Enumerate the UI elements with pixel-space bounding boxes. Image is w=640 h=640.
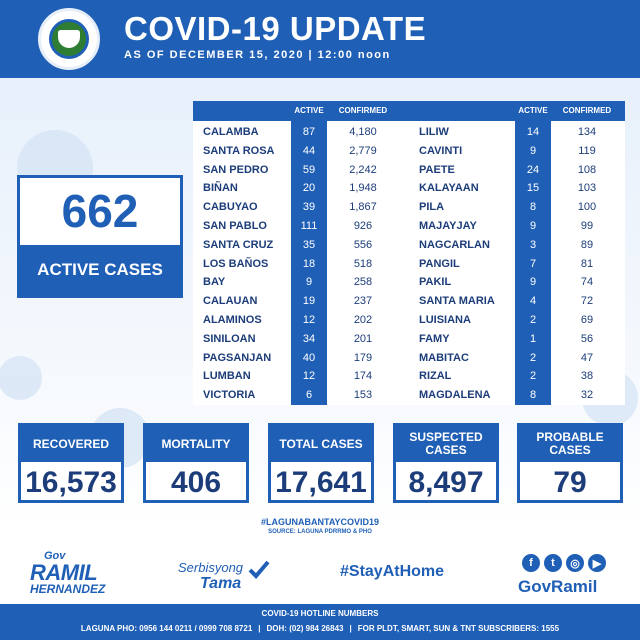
confirmed-count: 258	[353, 276, 373, 289]
municipality-name: KALAYAAN	[419, 182, 479, 195]
active-count: 4	[529, 295, 537, 308]
table-row	[193, 217, 625, 236]
header-active-left: ACTIVE	[294, 106, 324, 115]
municipality-name: SINILOAN	[203, 332, 256, 345]
municipality-name: FAMY	[419, 332, 450, 345]
active-count: 2	[529, 351, 537, 364]
municipality-name: PANGIL	[419, 257, 460, 270]
municipality-name: MAJAYJAY	[419, 220, 477, 232]
hotline-numbers: LAGUNA PHO: 0956 144 0211 / 0999 708 8721 | DOH: (02) 984 26843 | FOR PLDT, SMART, SUN & TNT SUBSCRIBERS: 1555	[80, 624, 560, 633]
confirmed-count: 56	[580, 332, 594, 345]
confirmed-count: 518	[353, 257, 373, 270]
gov-lastname: HERNANDEZ	[30, 582, 106, 596]
confirmed-count: 179	[353, 351, 373, 364]
municipality-name: SANTA ROSA	[203, 144, 275, 157]
confirmed-count: 32	[580, 389, 594, 402]
header-confirmed-right: CONFIRMED	[562, 106, 612, 115]
confirmed-count: 38	[580, 370, 594, 383]
table-row	[193, 311, 625, 330]
stat-label: RECOVERED	[21, 426, 121, 462]
active-cases-card	[17, 175, 183, 298]
stat-card	[268, 423, 374, 503]
hotline-pho: LAGUNA PHO: 0956 144 0211 / 0999 708 8721	[80, 624, 253, 633]
confirmed-count: 202	[353, 314, 373, 326]
gov-name: RAMIL	[30, 560, 98, 585]
stat-value: 8,497	[408, 466, 484, 499]
confirmed-count: 72	[580, 295, 594, 308]
page-subtitle: AS OF DECEMBER 15, 2020 | 12:00 noon	[124, 49, 391, 61]
confirmed-count: 1,867	[349, 201, 377, 214]
gov-small-text: Gov	[44, 550, 66, 562]
stat-label: PROBABLE CASES	[520, 426, 620, 462]
table-row	[193, 386, 625, 405]
youtube-icon[interactable]: ▶	[588, 554, 606, 572]
table-row	[193, 255, 625, 274]
confirmed-count: 174	[353, 370, 373, 383]
municipality-name: PILA	[419, 201, 445, 214]
hotline-bar	[0, 604, 640, 640]
header-banner	[0, 0, 640, 78]
confirmed-count: 119	[578, 144, 596, 157]
municipality-name: PAETE	[419, 163, 455, 176]
serbisyong-text: Serbisyong	[178, 560, 244, 575]
active-count: 111	[300, 220, 318, 232]
municipality-name: MABITAC	[419, 351, 469, 364]
hotline-doh: DOH: (02) 984 26843	[266, 624, 344, 633]
facebook-icon[interactable]: f	[522, 554, 540, 572]
active-count: 12	[302, 314, 316, 326]
active-count: 34	[302, 332, 316, 345]
source-note: SOURCE: LAGUNA PDRRMO & PHO	[268, 529, 372, 535]
stat-value: 79	[553, 466, 587, 499]
stat-card	[143, 423, 249, 503]
confirmed-count: 74	[580, 276, 594, 289]
table-row	[193, 273, 625, 292]
instagram-icon[interactable]: ◎	[566, 554, 584, 572]
table-row	[193, 292, 625, 311]
municipality-name: CALAUAN	[203, 295, 258, 308]
active-count: 87	[302, 126, 316, 138]
seal-emblem	[49, 19, 89, 59]
confirmed-count: 103	[577, 182, 597, 195]
active-count: 9	[529, 144, 537, 157]
active-count: 1	[529, 332, 537, 345]
municipality-name: CAVINTI	[419, 144, 463, 157]
confirmed-count: 81	[580, 257, 594, 270]
table-row	[193, 179, 625, 198]
active-count: 20	[302, 182, 316, 195]
municipality-name: PAKIL	[419, 276, 452, 289]
active-count: 15	[526, 182, 540, 195]
brand-footer	[0, 542, 640, 604]
municipality-name: BIÑAN	[203, 182, 238, 195]
active-count: 14	[526, 126, 540, 138]
confirmed-count: 201	[353, 332, 373, 345]
stay-at-home-hashtag: #StayAtHome	[340, 563, 445, 580]
header-confirmed-left: CONFIRMED	[338, 106, 388, 115]
municipality-name: LUMBAN	[203, 370, 251, 383]
municipality-name: LOS BAÑOS	[203, 257, 269, 270]
municipality-name: PAGSANJAN	[203, 351, 272, 364]
active-cases-number: 662	[61, 185, 139, 237]
checkmark-icon	[248, 558, 270, 580]
municipality-name: NAGCARLAN	[419, 238, 490, 251]
page-title: COVID-19 UPDATE	[124, 10, 427, 47]
confirmed-count: 99	[580, 220, 594, 232]
active-count: 24	[526, 163, 540, 176]
confirmed-count: 1,948	[349, 182, 377, 195]
laguna-seal-logo	[38, 8, 100, 70]
active-count: 9	[305, 276, 313, 289]
active-count: 35	[302, 238, 316, 251]
confirmed-count: 153	[353, 389, 373, 402]
stat-label: MORTALITY	[146, 426, 246, 462]
active-count: 59	[302, 163, 316, 176]
table-row	[193, 349, 625, 368]
hotline-title: COVID-19 HOTLINE NUMBERS	[261, 609, 379, 618]
stat-label: TOTAL CASES	[271, 426, 371, 462]
active-count: 18	[302, 257, 316, 270]
active-count: 9	[529, 220, 537, 232]
table-row	[193, 236, 625, 255]
municipality-name: SANTA MARIA	[419, 295, 495, 308]
confirmed-count: 69	[580, 314, 594, 326]
municipality-name: MAGDALENA	[419, 389, 491, 402]
municipality-name: SANTA CRUZ	[203, 238, 274, 251]
table-row	[193, 142, 625, 161]
municipality-name: VICTORIA	[203, 389, 256, 402]
municipality-name: LUISIANA	[419, 314, 471, 326]
stat-value: 16,573	[25, 466, 117, 499]
active-count: 40	[302, 351, 316, 364]
tama-text: Tama	[200, 575, 242, 592]
table-row	[193, 367, 625, 386]
active-count: 8	[529, 201, 537, 214]
stat-card	[517, 423, 623, 503]
active-count: 39	[302, 201, 316, 214]
stat-card	[18, 423, 124, 503]
active-count: 2	[529, 370, 537, 383]
municipality-name: SAN PEDRO	[203, 163, 269, 176]
municipality-table	[193, 101, 625, 405]
municipality-name: LILIW	[419, 126, 449, 138]
hashtag: #LAGUNABANTAYCOVID19	[260, 517, 380, 527]
stat-value: 17,641	[275, 466, 367, 499]
active-count: 12	[302, 370, 316, 383]
active-count: 44	[302, 144, 316, 157]
confirmed-count: 89	[580, 238, 594, 251]
active-count: 8	[529, 389, 537, 402]
social-icons	[522, 554, 612, 574]
table-header	[193, 101, 625, 121]
social-handle: GovRamil	[518, 577, 598, 596]
confirmed-count: 4,180	[349, 126, 377, 138]
active-count: 3	[529, 238, 537, 251]
active-cases-label: ACTIVE CASES	[20, 245, 180, 295]
table-row	[193, 330, 625, 349]
municipality-name: ALAMINOS	[203, 314, 262, 326]
table-row	[193, 123, 625, 142]
confirmed-count: 134	[577, 126, 597, 138]
twitter-icon[interactable]: t	[544, 554, 562, 572]
municipality-name: RIZAL	[419, 370, 452, 383]
stat-label: SUSPECTED CASES	[396, 426, 496, 462]
municipality-name: CALAMBA	[203, 126, 259, 138]
confirmed-count: 47	[580, 351, 594, 364]
stat-value: 406	[170, 466, 222, 499]
header-active-right: ACTIVE	[518, 106, 548, 115]
active-count: 6	[305, 389, 313, 402]
table-row	[193, 198, 625, 217]
confirmed-count: 100	[577, 201, 597, 214]
stat-card	[393, 423, 499, 503]
confirmed-count: 108	[577, 163, 597, 176]
confirmed-count: 237	[353, 295, 373, 308]
confirmed-count: 2,242	[349, 163, 377, 176]
hotline-telco: FOR PLDT, SMART, SUN & TNT SUBSCRIBERS: 1555	[357, 624, 560, 633]
active-count: 2	[529, 314, 537, 326]
confirmed-count: 926	[353, 220, 373, 232]
confirmed-count: 2,779	[349, 144, 377, 157]
active-count: 9	[529, 276, 537, 289]
table-row	[193, 161, 625, 180]
active-count: 19	[302, 295, 316, 308]
municipality-name: BAY	[203, 276, 226, 289]
municipality-name: SAN PABLO	[203, 220, 267, 232]
confirmed-count: 556	[353, 238, 373, 251]
municipality-name: CABUYAO	[203, 201, 258, 214]
active-count: 7	[529, 257, 537, 270]
